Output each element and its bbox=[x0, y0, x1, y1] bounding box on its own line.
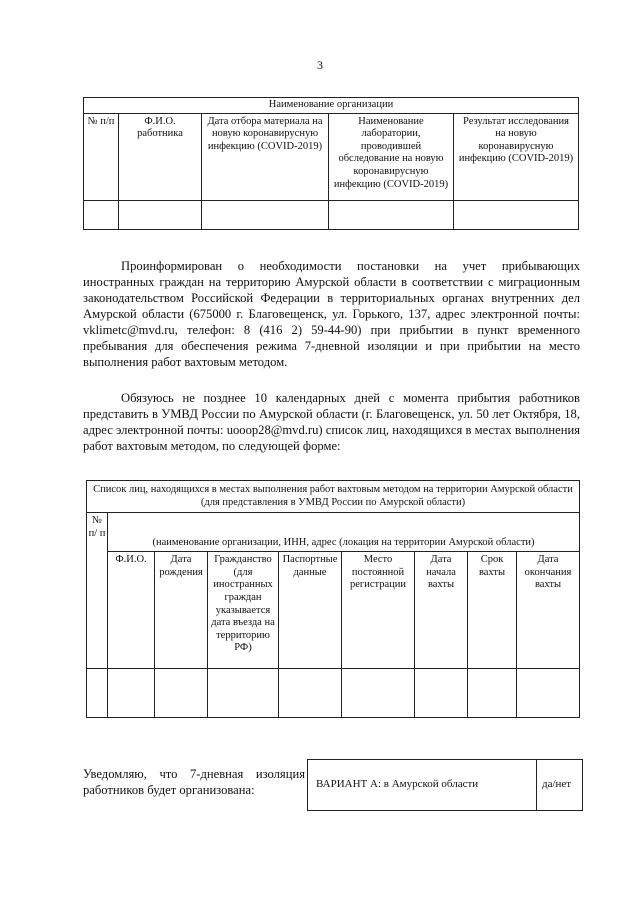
table1-header-num: № п/п bbox=[84, 113, 119, 200]
table2-cell bbox=[208, 669, 279, 718]
notification-text: Уведомляю, что 7-дневная изоляция работников будет организована: bbox=[83, 767, 305, 797]
variant-label: ВАРИАНТ А: в Амурской области bbox=[316, 778, 479, 790]
table2-cell bbox=[468, 669, 517, 718]
table2-cell bbox=[108, 669, 155, 718]
table1-cell bbox=[84, 200, 119, 229]
table-row bbox=[87, 669, 580, 718]
table2-cell bbox=[87, 669, 108, 718]
table1-cell bbox=[202, 200, 329, 229]
table2-header-fio: Ф.И.О. bbox=[108, 552, 155, 669]
table2-cell bbox=[155, 669, 208, 718]
table2-cell bbox=[279, 669, 342, 718]
variant-divider bbox=[536, 760, 537, 810]
table2-header-birth-date: Дата рождения bbox=[155, 552, 208, 669]
table2-cell bbox=[415, 669, 468, 718]
table1-cell bbox=[454, 200, 579, 229]
table2-header-end-date: Дата окончания вахты bbox=[517, 552, 580, 669]
table1-title: Наименование организации bbox=[84, 98, 579, 114]
table1-cell bbox=[119, 200, 202, 229]
table2-cell bbox=[342, 669, 415, 718]
table1-cell bbox=[329, 200, 454, 229]
table1-header-result: Результат исследования на новую коронавирусную инфекцию (COVID-2019) bbox=[454, 113, 579, 200]
paragraph-registration: Проинформирован о необходимости постановки на учет прибывающих иностранных граждан на территорию Амурской области в соответствии с миграционным законодательством Российской Федерации в территориальных органах внутренних дел Амурской области (675000 г. Благовещенск, ул. Горького, 137, адрес электронной почты: vklimetc@mvd.ru, телефон: 8 (416 2) 59-44-90) при прибытии в пункт временного пребывания для обеспечения режима 7-дневной изоляции и при прибытии на место выполнения работ вахтовым методом. bbox=[83, 259, 580, 369]
table2-header-duration: Срок вахты bbox=[468, 552, 517, 669]
table2-header-num: № п/ п bbox=[87, 513, 108, 669]
variant-yes-no: да/нет bbox=[542, 778, 572, 790]
table2-header-registration: Место постоянной регистрации bbox=[342, 552, 415, 669]
table1-header-fio: Ф.И.О. работника bbox=[119, 113, 202, 200]
table2-header-citizenship: Гражданство (для иностранных граждан указывается дата въезда на территорию РФ) bbox=[208, 552, 279, 669]
table2-cell bbox=[517, 669, 580, 718]
table-row bbox=[84, 200, 579, 229]
variant-box bbox=[307, 759, 583, 811]
table1-header-laboratory: Наименование лаборатории, проводившей обследование на новую коронавирусную инфекцию (COVID-2019) bbox=[329, 113, 454, 200]
page-number: 3 bbox=[317, 58, 323, 72]
table2-org-caption: (наименование организации, ИНН, адрес (локация на территории Амурской области) bbox=[108, 513, 580, 552]
table2-header-passport: Паспортные данные bbox=[279, 552, 342, 669]
paragraph-obligation: Обязуюсь не позднее 10 календарных дней с момента прибытия работников представить в УМВД России по Амурской области (г. Благовещенск, ул. 50 лет Октября, 18, адрес электронной почты: uooop28@mvd.ru) список лиц, находящихся в местах выполнения работ вахтовым методом, по следующей форме: bbox=[83, 391, 580, 453]
workers-list-table bbox=[86, 480, 580, 718]
table1-header-sample-date: Дата отбора материала на новую коронавирусную инфекцию (COVID-2019) bbox=[202, 113, 329, 200]
table2-title: Список лиц, находящихся в местах выполнения работ вахтовым методом на территории Амурской области (для представления в УМВД России по Амурской области) bbox=[87, 481, 580, 513]
covid-test-table bbox=[83, 97, 579, 230]
table2-header-start-date: Дата начала вахты bbox=[415, 552, 468, 669]
